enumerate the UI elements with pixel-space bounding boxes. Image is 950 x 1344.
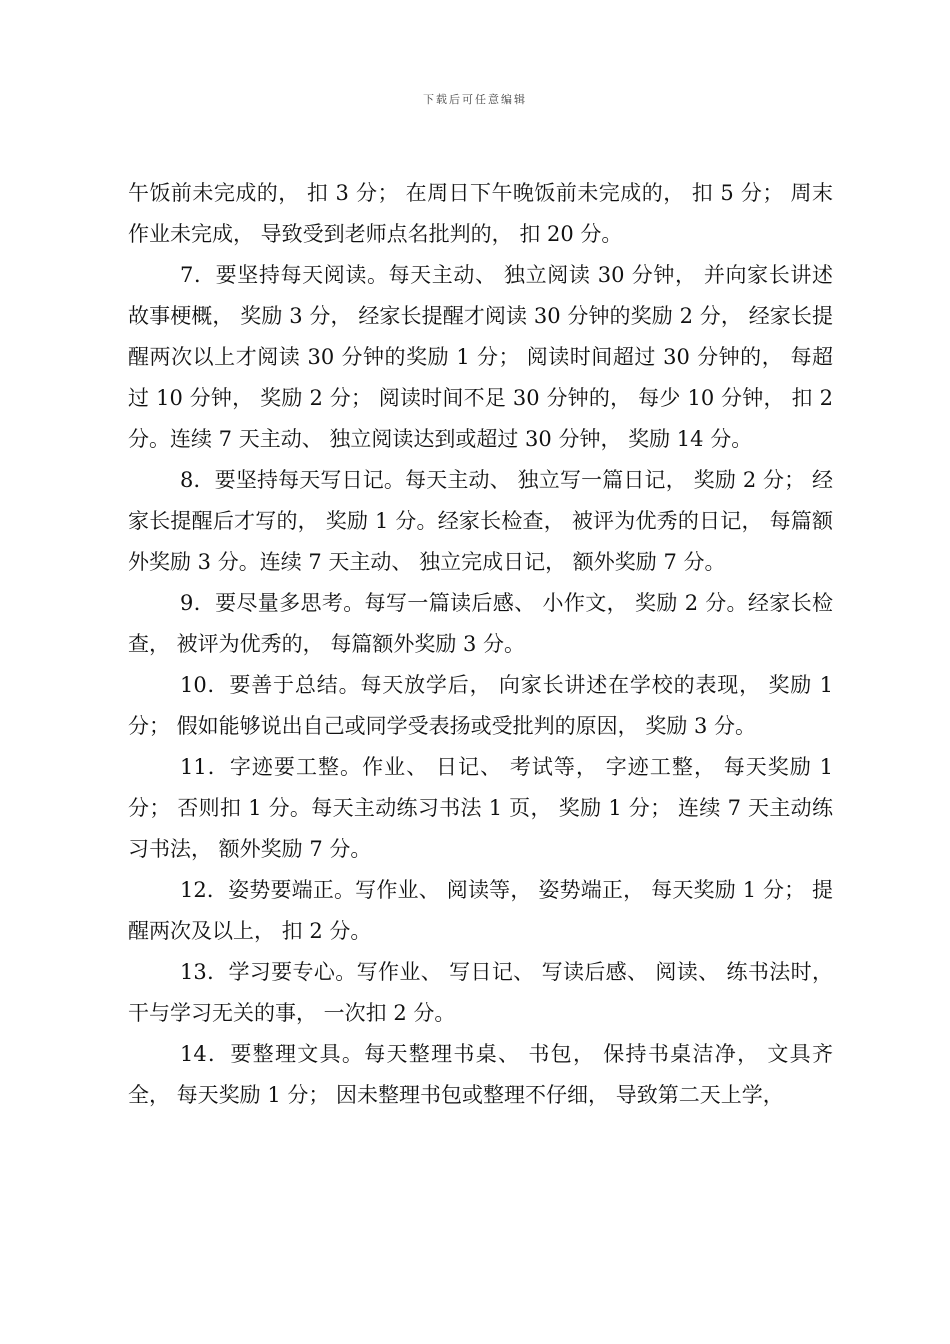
paragraph-rule-10: 10．要善于总结。每天放学后， 向家长讲述在学校的表现， 奖励 1 分； 假如能够说出自己或同学受表扬或受批判的原因， 奖励 3 分。 (128, 673, 833, 738)
paragraph-rule-11: 11．字迹要工整。作业、 日记、 考试等， 字迹工整， 每天奖励 1 分； 否则扣 1 分。每天主动练习书法 1 页， 奖励 1 分； 连续 7 天主动练习书法， 额外奖励 7 分。 (128, 755, 833, 861)
paragraph-continuation: 午饭前未完成的， 扣 3 分； 在周日下午晚饭前未完成的， 扣 5 分； 周末作业未完成， 导致受到老师点名批判的， 扣 20 分。 (128, 181, 833, 246)
paragraph-rule-12: 12．姿势要端正。写作业、 阅读等， 姿势端正， 每天奖励 1 分； 提醒两次及以上， 扣 2 分。 (128, 878, 833, 943)
paragraph-rule-13: 13．学习要专心。写作业、 写日记、 写读后感、 阅读、 练书法时， 干与学习无关的事， 一次扣 2 分。 (128, 960, 833, 1025)
document-body (128, 173, 833, 1116)
paragraph-rule-14: 14．要整理文具。每天整理书桌、 书包， 保持书桌洁净， 文具齐全， 每天奖励 1 分； 因未整理书包或整理不仔细， 导致第二天上学， (128, 1042, 833, 1107)
paragraph-rule-8: 8．要坚持每天写日记。每天主动、 独立写一篇日记， 奖励 2 分； 经家长提醒后才写的， 奖励 1 分。经家长检查， 被评为优秀的日记， 每篇额外奖励 3 分。连续 7 天主动、 独立完成日记， 额外奖励 7 分。 (128, 468, 833, 574)
page-header: 下载后可任意编辑 (423, 93, 527, 106)
paragraph-rule-7: 7．要坚持每天阅读。每天主动、 独立阅读 30 分钟， 并向家长讲述故事梗概， 奖励 3 分， 经家长提醒才阅读 30 分钟的奖励 2 分， 经家长提醒两次以上才阅读 30 分钟的奖励 1 分； 阅读时间超过 30 分钟的， 每超过 10 分钟， 奖励 2 分； 阅读时间不足 30 分钟的， 每少 10 分钟， 扣 2 分。连续 7 天主动、 独立阅读达到或超过 30 分钟， 奖励 14 分。 (128, 263, 833, 451)
paragraph-rule-9: 9．要尽量多思考。每写一篇读后感、 小作文， 奖励 2 分。经家长检查， 被评为优秀的， 每篇额外奖励 3 分。 (128, 591, 833, 656)
